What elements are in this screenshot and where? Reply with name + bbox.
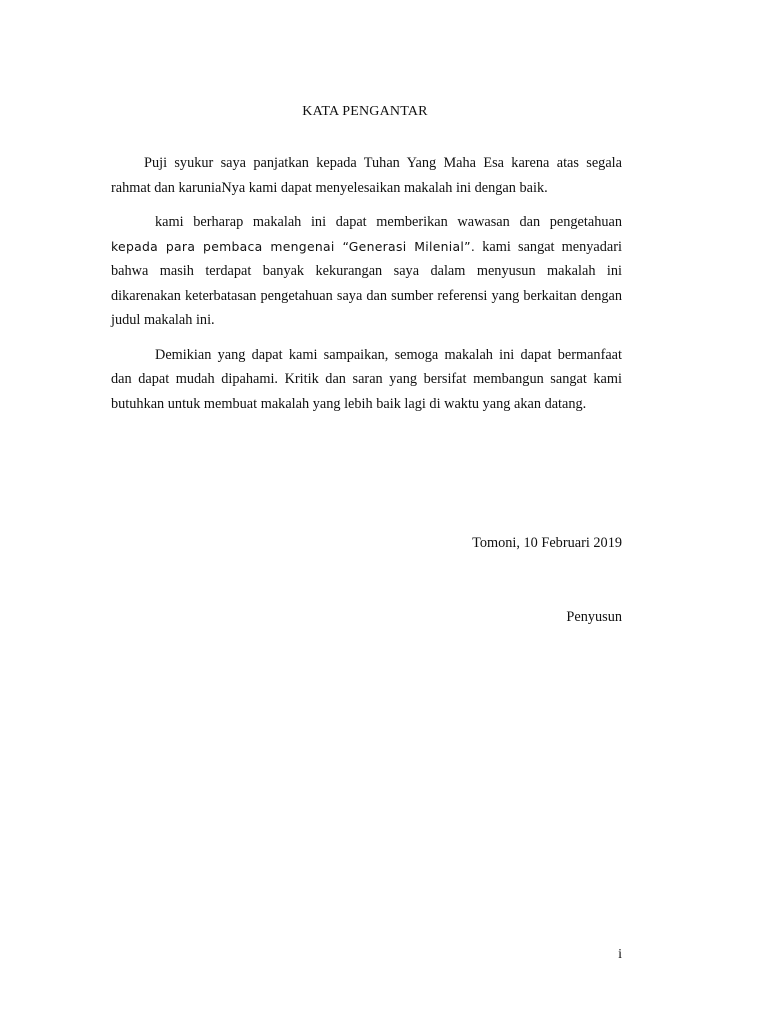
paragraph-closing: Demikian yang dapat kami sampaikan, semoga makalah ini dapat bermanfaat dan dapat mudah dipahami. Kritik dan saran yang bersifat membangun sangat kami butuhkan untuk membuat makalah yang lebih baik lagi di waktu yang akan datang. bbox=[111, 346, 622, 412]
document-body bbox=[111, 151, 622, 426]
signatory: Penyusun bbox=[566, 609, 622, 625]
paragraph-hope-end: kami sangat menyadari bahwa masih terdapat banyak kekurangan saya dalam menyusun makalah ini dikarenakan keterbatasan pengetahuan saya dan sumber referensi yang berkaitan dengan judul makalah ini. bbox=[111, 238, 623, 328]
paragraph-hope bbox=[111, 210, 622, 333]
page-title: KATA PENGANTAR bbox=[302, 104, 428, 119]
page-number: i bbox=[618, 947, 622, 962]
paragraph-hope-highlight: kepada para pembaca mengenai “Generasi Milenial”. bbox=[111, 238, 476, 254]
paragraph-hope-start: kami berharap makalah ini dapat memberikan wawasan dan pengetahuan bbox=[155, 214, 622, 230]
place-date: Tomoni, 10 Februari 2019 bbox=[472, 535, 622, 551]
paragraph-gratitude: Puji syukur saya panjatkan kepada Tuhan Yang Maha Esa karena atas segala rahmat dan karuniaNya kami dapat menyelesaikan makalah ini dengan baik. bbox=[111, 155, 622, 196]
